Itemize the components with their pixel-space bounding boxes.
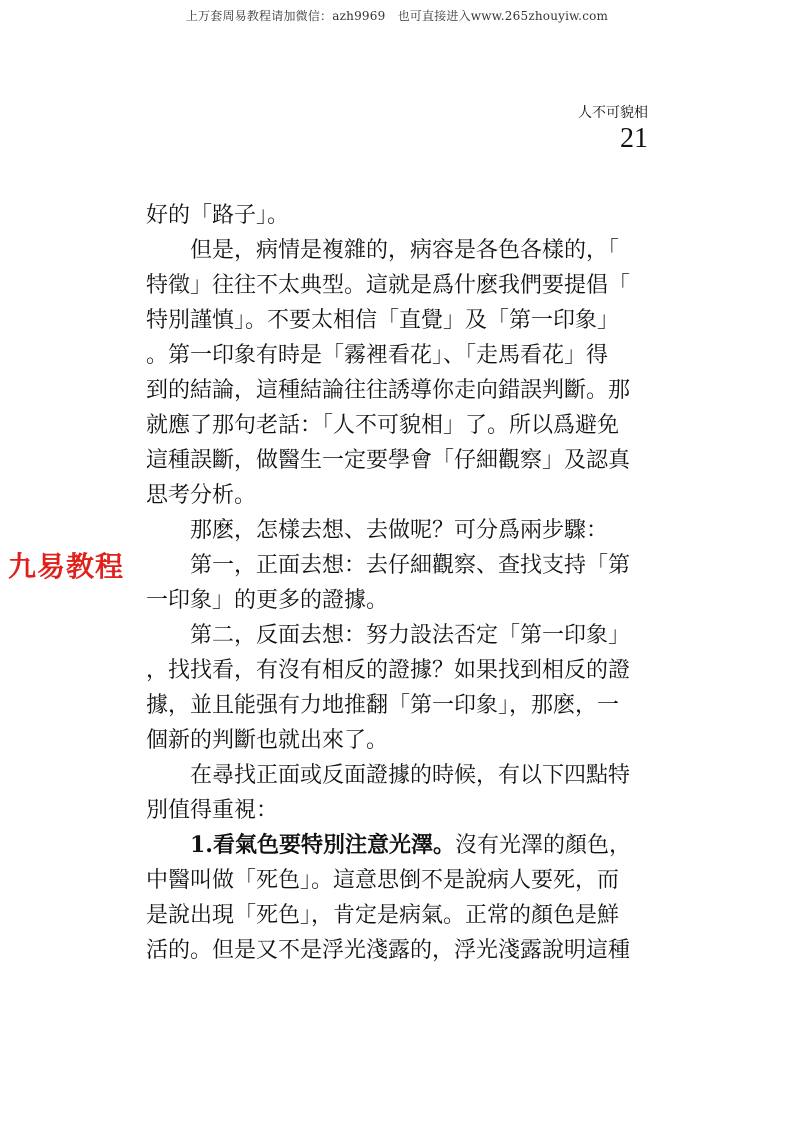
text-line: 第一，正面去想：去仔細觀察、查找支持「第 — [190, 553, 631, 578]
running-head — [578, 104, 648, 154]
text-line: 思考分析。 — [146, 483, 257, 508]
top-banner: 上万套周易教程请加微信：azh9969 也可直接进入www.265zhouyiw.com — [185, 9, 609, 23]
text-line — [146, 828, 650, 863]
text-line: 據，並且能强有力地推翻「第一印象」，那麽，一 — [146, 693, 620, 718]
text-line: 但是，病情是複雜的，病容是各色各樣的，「 — [190, 238, 620, 263]
text-line: 到的結論，這種結論往往誘導你走向錯誤判斷。那 — [146, 378, 631, 403]
text-line: 就應了那句老話：「人不可貌相」了。所以爲避免 — [146, 413, 620, 438]
text-line: 這種誤斷，做醫生一定要學會「仔細觀察」及認真 — [146, 448, 631, 473]
text-line: 特別謹慎」。不要太相信「直覺」及「第一印象」 — [146, 308, 620, 333]
emphasized-heading: 1.看氣色要特別注意光澤。 — [190, 832, 455, 858]
text-line-rest: 沒有光澤的顏色， — [454, 833, 631, 858]
text-line: 。第一印象有時是「霧裡看花」、「走馬看花」得 — [146, 343, 609, 368]
watermark-logo: 九易教程 — [8, 550, 125, 583]
text-line: 第二，反面去想：努力設法否定「第一印象」 — [190, 623, 631, 648]
text-line: 好的「路子」。 — [146, 203, 290, 228]
page-number: 21 — [620, 123, 648, 154]
text-line: 在尋找正面或反面證據的時候，有以下四點特 — [190, 763, 631, 788]
text-line: 個新的判斷也就出來了。 — [146, 728, 389, 753]
text-line: 那麽，怎樣去想、去做呢？可分爲兩步驟： — [190, 518, 609, 543]
text-line: 是說出現「死色」，肯定是病氣。正常的顏色是鮮 — [146, 903, 620, 928]
text-line: 特徵」往往不太典型。這就是爲什麽我們要提倡「 — [146, 273, 631, 298]
text-line: 中醫叫做「死色」。這意思倒不是說病人要死，而 — [146, 868, 620, 893]
text-line: 一印象」的更多的證據。 — [146, 588, 389, 613]
text-line: 別值得重視： — [146, 798, 279, 823]
text-line: 活的。但是又不是浮光淺露的，浮光淺露說明這種 — [146, 938, 631, 963]
text-line: ，找找看，有沒有相反的證據？如果找到相反的證 — [146, 658, 631, 683]
running-title: 人不可貌相 — [578, 105, 648, 121]
body-text — [146, 198, 650, 968]
